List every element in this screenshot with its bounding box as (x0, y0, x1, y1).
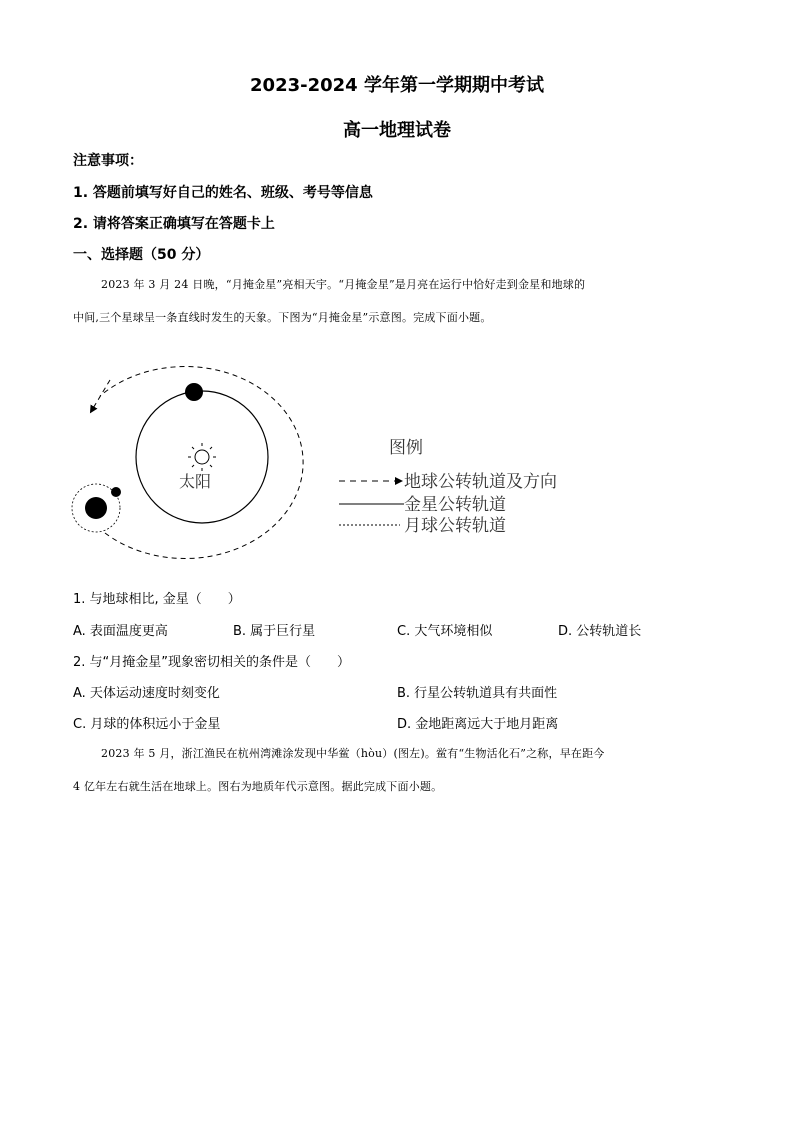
question2-stem: 2. 与“月掩金星”现象密切相关的条件是（ ） (73, 655, 351, 670)
venus-orbit (136, 391, 268, 523)
notice-item-1: 1. 答题前填写好自己的姓名、班级、考号等信息 (73, 185, 373, 201)
notice-item-2: 2. 请将答案正确填写在答题卡上 (73, 216, 275, 232)
earth (85, 497, 107, 519)
exam-title: 2023-2024 学年第一学期期中考试 (250, 75, 544, 96)
question2-option-b[interactable]: B. 行星公转轨道具有共面性 (397, 686, 558, 701)
legend-moon-orbit-label: 月球公转轨道 (404, 516, 506, 536)
sun-label: 太阳 (179, 472, 212, 491)
legend-title: 图例 (389, 438, 423, 458)
passage1-line1: 2023 年 3 月 24 日晚，“月掩金星”亮相天宇。“月掩金星”是月亮在运行中恰好走到金星和地球的 (101, 278, 586, 291)
passage1-line2: 中间,三个星球呈一条直线时发生的天象。下图为“月掩金星”示意图。完成下面小题。 (73, 311, 492, 324)
sun-icon (188, 443, 216, 471)
earth-orbit-direction-arrow (92, 380, 110, 410)
moon (111, 487, 121, 497)
question1-stem: 1. 与地球相比, 金星（ ） (73, 592, 241, 607)
passage2-line2: 4 亿年左右就生活在地球上。图右为地质年代示意图。据此完成下面小题。 (73, 780, 443, 793)
question2-option-d[interactable]: D. 金地距离远大于地月距离 (397, 717, 559, 732)
question1-option-a[interactable]: A. 表面温度更高 (73, 624, 168, 639)
question2-option-c[interactable]: C. 月球的体积远小于金星 (73, 717, 221, 732)
question1-option-d[interactable]: D. 公转轨道长 (558, 624, 642, 639)
question1-option-c[interactable]: C. 大气环境相似 (397, 624, 493, 639)
legend-venus-orbit-label: 金星公转轨道 (404, 495, 506, 515)
legend-earth-orbit-label: 地球公转轨道及方向 (404, 472, 557, 492)
exam-subtitle: 高一地理试卷 (343, 120, 451, 141)
question1-option-b[interactable]: B. 属于巨行星 (233, 624, 316, 639)
passage2-line1: 2023 年 5 月，浙江渔民在杭州湾滩涂发现中华鲎（hòu）(图左)。鲎有“生物活化石”之称，早在距今 (101, 747, 605, 760)
question2-option-a[interactable]: A. 天体运动速度时刻变化 (73, 686, 220, 701)
lunar-occultation-diagram (0, 330, 794, 580)
notice-heading: 注意事项： (73, 153, 143, 169)
section-heading: 一、选择题（50 分） (73, 247, 210, 263)
venus (185, 383, 203, 401)
